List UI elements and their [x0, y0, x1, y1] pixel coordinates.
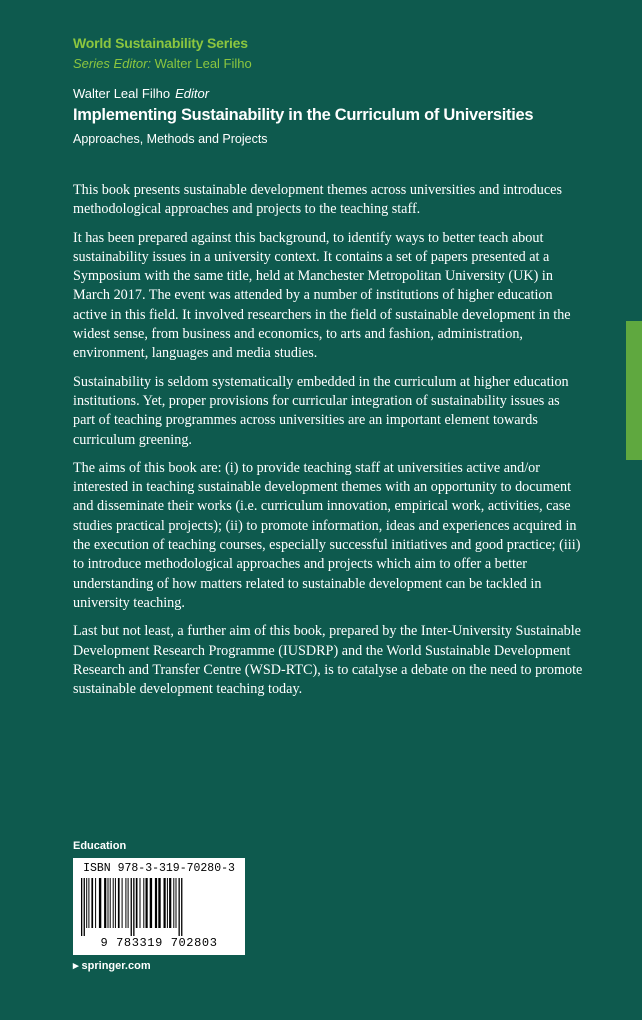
- isbn-label: ISBN 978-3-319-70280-3: [83, 862, 235, 875]
- barcode-bars: [79, 878, 239, 936]
- spine-color-tab: [626, 321, 642, 460]
- series-editor: [73, 56, 252, 71]
- series-title: World Sustainability Series: [73, 35, 248, 51]
- description-paragraph: This book presents sustainable development themes across universities and introduces methodological approaches and projects to the teaching staff.: [73, 182, 562, 218]
- description-paragraph: It has been prepared against this background, to identify ways to better teach about sustainability issues in a university context. It contains a set of papers presented at a Symposium with the same title, held at Manchester Metropolitan University (UK) in March 2017. The event was attended by a number of institutions of higher education active in this field. It involved researchers in the field of sustainable development in the widest sense, from business and economics, to arts and fashion, administration, environment, languages and media studies.: [73, 229, 571, 362]
- book-editor: [73, 86, 209, 101]
- book-title: Implementing Sustainability in the Curriculum of Universities: [73, 106, 534, 124]
- barcode-digits: 9 783319 702803: [100, 936, 218, 950]
- series-editor-name: Walter Leal Filho: [154, 56, 252, 71]
- book-subtitle: Approaches, Methods and Projects: [73, 132, 268, 146]
- publisher-url: springer.com: [81, 960, 151, 972]
- description-paragraph: Last but not least, a further aim of this book, prepared by the Inter-University Sustainable Development Research Programme (IUSDRP) and the World Sustainable Development Research and Transfer Centre (WSD-RTC), is to catalyse a debate on the need to promote sustainable development teaching today.: [73, 623, 583, 698]
- book-description: [73, 181, 585, 708]
- subject-category: Education: [73, 840, 127, 852]
- series-editor-label: Series Editor:: [73, 56, 152, 71]
- isbn-barcode: [73, 858, 245, 955]
- book-editor-name: Walter Leal Filho: [73, 86, 171, 101]
- description-paragraph: Sustainability is seldom systematically embedded in the curriculum at higher education institutions. Yet, proper provisions for curricular integration of sustainability issues as part of teaching programmes across universities are an important element towards curriculum greening.: [73, 373, 569, 448]
- chevron-right-icon: ▸: [73, 960, 79, 972]
- publisher-link[interactable]: [73, 959, 151, 972]
- book-editor-role: Editor: [175, 86, 210, 101]
- description-paragraph: The aims of this book are: (i) to provide teaching staff at universities active and/or interested in teaching sustainable development themes with an opportunity to document and disseminate their works (i.e. curriculum innovation, empirical work, activities, case studies practical projects); (ii) to promote information, ideas and experiences acquired in the execution of teaching courses, especially successful initiatives and good practice; (iii) to introduce methodological approaches and projects which aim to offer a better understanding of how matters related to sustainable development can be tackled in university teaching.: [73, 459, 581, 611]
